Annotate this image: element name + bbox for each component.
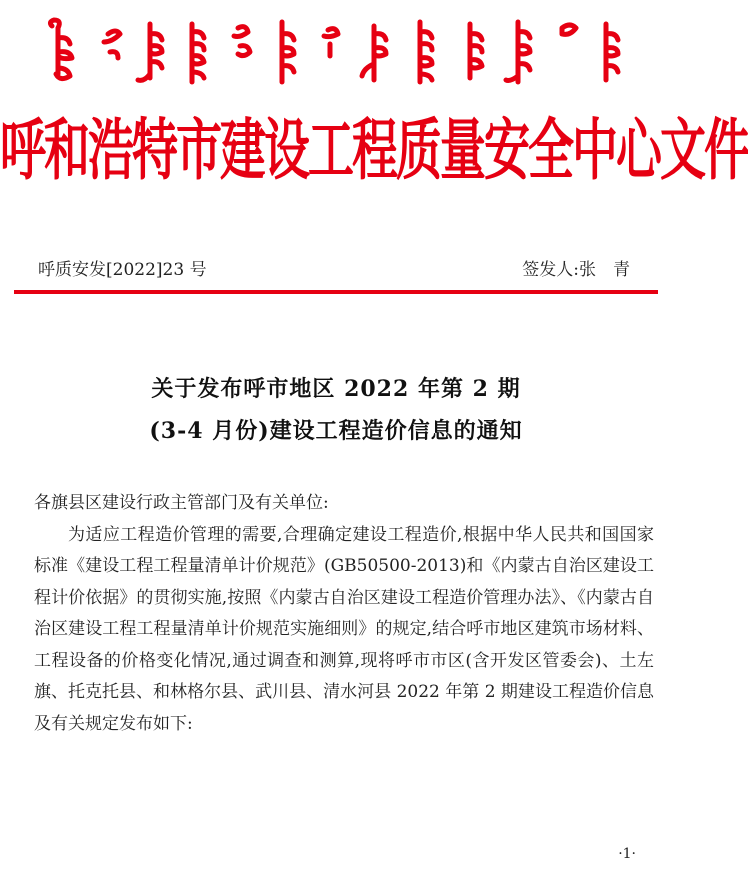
- salutation: 各旗县区建设行政主管部门及有关单位:: [34, 493, 329, 513]
- document-body: [34, 488, 654, 740]
- document-number: 呼质安发[2022]23 号: [38, 260, 207, 280]
- notice-title-line-2: (3-4 月份)建设工程造价信息的通知: [149, 418, 523, 444]
- signer: 签发人:张 青: [522, 260, 630, 280]
- agency-document-title: 呼和浩特市建设工程质量安全中心文件: [0, 110, 748, 190]
- notice-title-line-1: 关于发布呼市地区 2022 年第 2 期: [151, 376, 521, 402]
- red-divider-line: [14, 290, 658, 294]
- document-meta-line: [30, 257, 642, 283]
- body-paragraph: 为适应工程造价管理的需要,合理确定建设工程造价,根据中华人民共和国国家标准《建设工程工程量清单计价规范》(GB50500-2013)和《内蒙古自治区建设工程计价依据》的贯彻实施,按照《内蒙古自治区建设工程造价管理办法》、《内蒙古自治区建设工程工程量清单计价规范实施细则》的规定,结合呼市地区建筑市场材料、工程设备的价格变化情况,通过调查和测算,现将呼市市区(含开发区管委会)、土左旗、托克托县、和林格尔县、武川县、清水河县 2022 年第 2 期建设工程造价信息及有关规定发布如下:: [34, 524, 654, 734]
- page-number: ·1·: [618, 846, 636, 862]
